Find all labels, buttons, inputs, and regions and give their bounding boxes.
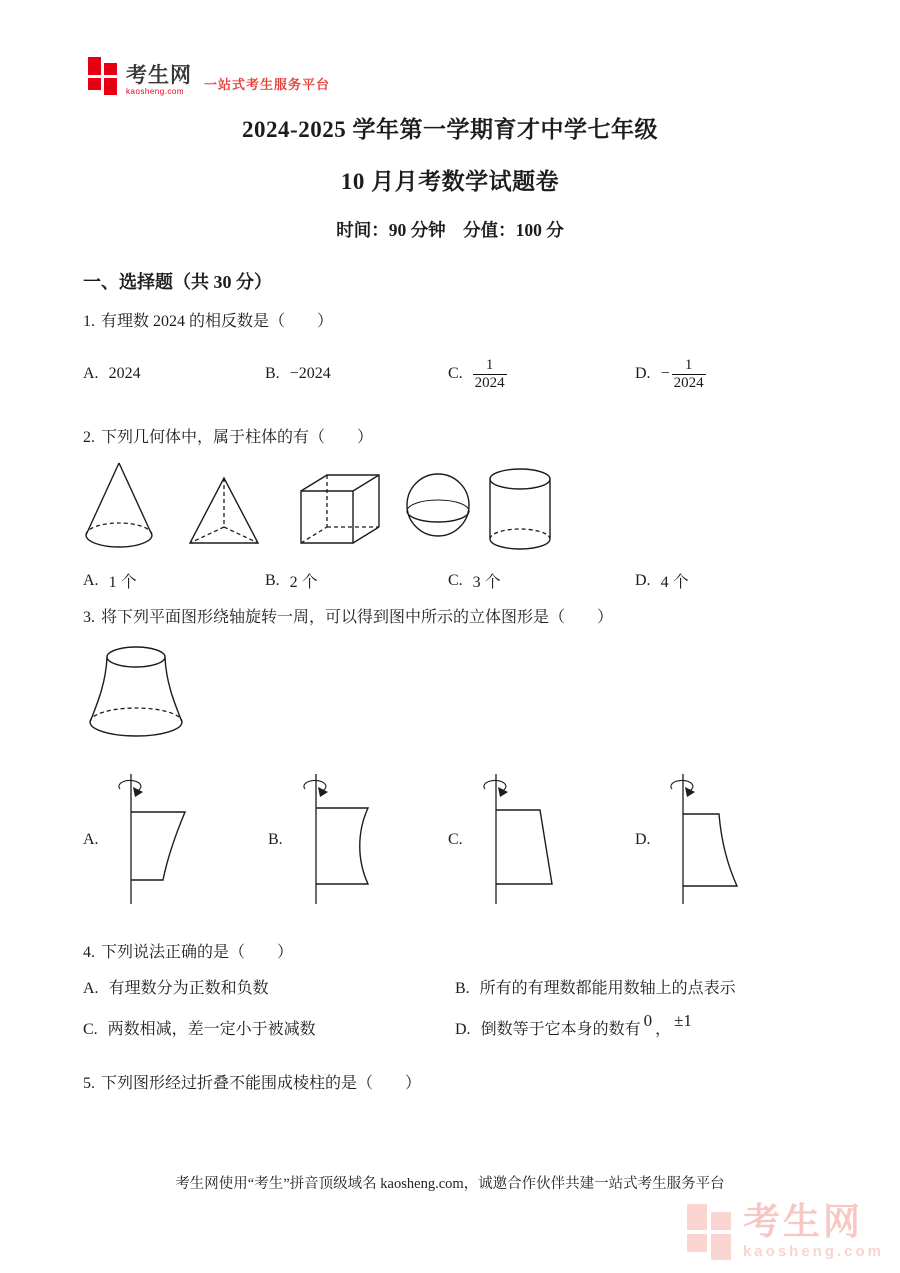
rotation-figure-d (661, 772, 751, 907)
section-heading: 一、选择题（共 30 分） (83, 272, 272, 292)
rotation-figure-a (109, 772, 199, 907)
question-4-text: 下列说法正确的是（ ） (101, 944, 294, 961)
question-5 (83, 1073, 822, 1095)
question-3 (83, 607, 822, 629)
question-3-number: 3. (83, 609, 95, 626)
question-4-number: 4. (83, 944, 95, 961)
option-1c: C. $\frac{1}{2024}$ (448, 356, 505, 391)
option-4d: D. 倒数等于它本身的数有 0 ， ±1 (455, 1018, 822, 1042)
cube-icon (297, 469, 385, 551)
cylinder-icon (488, 467, 552, 551)
question-4 (83, 942, 822, 964)
solid-of-revolution-figure (86, 642, 190, 744)
question-1-number: 1. (83, 313, 95, 330)
kaosheng-watermark-icon (687, 1202, 735, 1260)
watermark-name: 考生网 (742, 1201, 863, 1242)
kaosheng-logo-icon (88, 56, 120, 96)
option-1d: D. − $\frac{1}{2024}$ (635, 356, 704, 391)
question-4-options-cd (83, 1011, 822, 1045)
exam-title-line2: 10 月月考数学试题卷 (340, 169, 560, 194)
question-5-number: 5. (83, 1075, 95, 1092)
figure-option-3b: B. (268, 772, 448, 907)
footer-note: 考生网使用“考生”拼音顶级域名 kaosheng.com，诚邀合作伙伴共建一站式考生服务平台 (175, 1176, 725, 1192)
kaosheng-watermark (687, 1202, 884, 1260)
option-2d: D. 4 个 (635, 571, 689, 591)
exam-title-line1: 2024-2025 学年第一学期育才中学七年级 (242, 117, 658, 142)
cone-icon (83, 459, 155, 551)
exam-title-block (0, 114, 900, 242)
option-4b: B. 所有的有理数都能用数轴上的点表示 (455, 980, 736, 997)
watermark-domain: kaosheng.com (742, 1243, 884, 1260)
kaosheng-header-logo (88, 56, 330, 96)
question-2-figures (83, 457, 822, 551)
question-2-text: 下列几何体中，属于柱体的有（ ） (101, 429, 374, 446)
triangular-pyramid-icon (187, 473, 261, 551)
brand-name: 考生网 (126, 64, 192, 87)
option-1b: B. −2024 (265, 365, 331, 382)
minus-sign: − (660, 365, 670, 382)
question-4-options-ab (83, 977, 822, 1001)
question-1-text: 有理数 2024 的相反数是（ ） (101, 313, 334, 330)
rotation-figure-c (474, 772, 564, 907)
rotation-figure-b (294, 772, 384, 907)
option-4a: A. 有理数分为正数和负数 (83, 980, 269, 997)
figure-option-3d: D. (635, 772, 822, 907)
sphere-icon (405, 469, 471, 539)
brand-domain: kaosheng.com (126, 87, 185, 96)
question-2 (83, 427, 822, 449)
question-1 (83, 311, 822, 333)
exam-body (0, 270, 900, 1095)
option-1a: A. 2024 (83, 365, 141, 382)
option-4c: C. 两数相减，差一定小于被减数 (83, 1021, 316, 1038)
brand-tagline: 一站式考生服务平台 (204, 77, 331, 92)
raised-plus-minus-one: ±1 (674, 1011, 692, 1030)
question-1-options (83, 347, 822, 401)
question-3-figure-options (83, 772, 822, 907)
raised-zero: 0 (643, 1011, 653, 1030)
option-2b: B. 2 个 (265, 571, 318, 591)
fraction: $\frac{1}{2024}$ (474, 356, 505, 391)
question-3-text: 将下列平面图形绕轴旋转一周，可以得到图中所示的立体图形是（ ） (101, 609, 614, 626)
question-2-options (83, 569, 822, 591)
exam-meta-line: 时间：90 分钟 分值：100 分 (336, 220, 564, 240)
question-2-number: 2. (83, 429, 95, 446)
option-2a: A. 1 个 (83, 571, 137, 591)
figure-option-3a: A. (83, 772, 268, 907)
option-2c: C. 3 个 (448, 571, 501, 591)
question-5-text: 下列图形经过折叠不能围成棱柱的是（ ） (101, 1075, 422, 1092)
fraction: $\frac{1}{2024}$ (673, 356, 704, 391)
figure-option-3c: C. (448, 772, 635, 907)
